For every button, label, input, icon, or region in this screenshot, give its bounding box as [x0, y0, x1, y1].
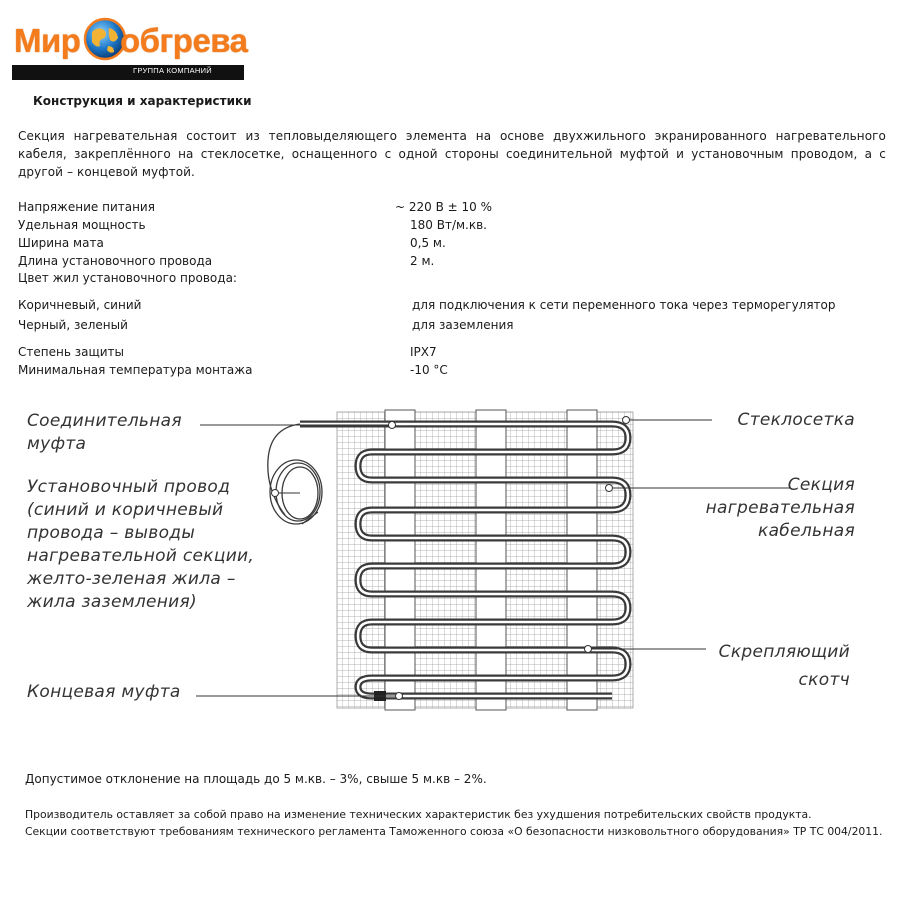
logo-subtitle: ГРУППА КОМПАНИЙ — [133, 66, 212, 75]
wire-value: для подключения к сети переменного тока через терморегулятор — [412, 298, 836, 312]
spec-label: Удельная мощность — [18, 218, 146, 232]
footer-notes — [25, 806, 882, 840]
label-install-wire: Установочный провод (синий и коричневый провода – выводы нагревательной секции, желто-зеленая жила – жила заземления) — [27, 477, 255, 612]
section-title: Конструкция и характеристики — [33, 94, 252, 108]
logo-word-left: Мир — [14, 22, 81, 59]
heating-mat-diagram — [0, 400, 900, 730]
intro-paragraph: Секция нагревательная состоит из тепловыделяющего элемента на основе двухжильного экранированного нагревательного кабеля, закреплённого на стеклосетке, оснащенного с одной стороны соединительной муфтой и установочным проводом, а с другой – концевой муфтой. — [18, 129, 886, 179]
tolerance-note: Допустимое отклонение на площадь до 5 м.кв. – 3%, свыше 5 м.кв – 2%. — [25, 772, 487, 786]
footer-note: Секции соответствуют требованиям технического регламента Таможенного союза «О безопасности низковольтного оборудования» ТР ТС 004/2011. — [25, 825, 883, 838]
protection-label: Степень защиты — [18, 345, 125, 359]
install-wire-coil — [268, 424, 322, 524]
logo-word-right: обгрева — [120, 22, 248, 59]
spec-label: Напряжение питания — [18, 200, 155, 214]
protection-value: -10 °С — [410, 363, 448, 377]
wire-label: Черный, зеленый — [18, 318, 128, 332]
spec-label: Цвет жил установочного провода: — [18, 271, 237, 285]
spec-value: ~ 220 В ± 10 % — [395, 200, 492, 214]
company-logo — [12, 18, 248, 82]
wire-value: для заземления — [412, 318, 514, 332]
spec-value: 180 Вт/м.кв. — [410, 218, 487, 232]
label-end-coupling: Концевая муфта — [27, 682, 181, 702]
label-mesh: Стеклосетка — [737, 410, 855, 430]
protection-label: Минимальная температура монтажа — [18, 363, 253, 377]
footer-note: Производитель оставляет за собой право на изменение технических характеристик без ухудшения потребительских свойств продукта. — [25, 808, 812, 821]
protection-value: IPX7 — [410, 345, 437, 359]
label-connector: Соединительная муфта — [27, 411, 182, 454]
wire-label: Коричневый, синий — [18, 298, 142, 312]
spec-value: 0,5 м. — [410, 236, 446, 250]
spec-label: Ширина мата — [18, 236, 104, 250]
logo-bar — [12, 65, 244, 80]
label-cable-section: Секция нагревательная кабельная — [705, 475, 855, 541]
spec-label: Длина установочного провода — [18, 254, 213, 268]
label-tape: Скрепляющий скотч — [718, 642, 850, 690]
spec-value: 2 м. — [410, 254, 435, 268]
